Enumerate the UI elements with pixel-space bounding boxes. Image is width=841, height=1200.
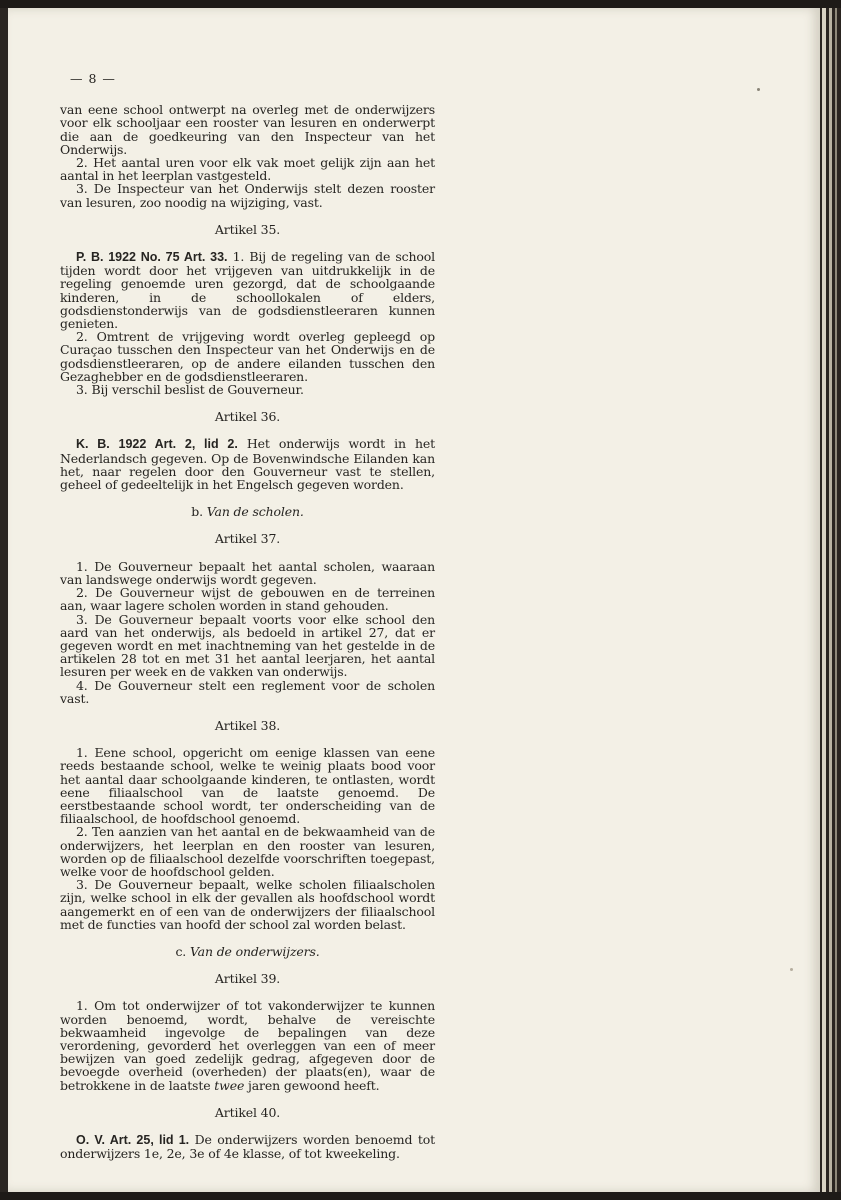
article-35-paragraph-2: 2. Omtrent de vrijgeving wordt overleg gepleegd op Curaçao tusschen den Inspecteur van het Onderwijs en de godsdienstleeraren, op de andere eilanden tusschen den Gezaghebber en de godsdienstleeraren.: [60, 329, 435, 384]
article-35-paragraph-1: [60, 250, 435, 330]
article-37-paragraph-3: 3. De Gouverneur bepaalt voorts voor elke school den aard van het onderwijs, als bedoeld in artikel 27, dat er gegeven wordt en met inachtneming van het gestelde in de artikelen 28 tot en met 31 het aantal leerjaren, het aantal lesuren per week en de vakken van onderwijs.: [60, 611, 435, 680]
page-text: [60, 72, 435, 1160]
article-37-heading: Artikel 37.: [214, 531, 281, 547]
legal-reference: P. B. 1922 No. 75 Art. 33.: [76, 250, 228, 265]
article-35-text-1: 1. Bij de regeling van de school tijden wordt door het vrijgeven van uitdrukkelijk in de regeling genoemde uren gezorgd, dat de schoolgaande kinderen, in de schoollokalen of elders, godsdienstonderwijs van de godsdienstleeraren kunnen genieten.: [60, 249, 435, 332]
article-38-heading: Artikel 38.: [214, 717, 281, 733]
legal-reference: O. V. Art. 25, lid 1.: [76, 1133, 190, 1147]
article-40-paragraph-1: [60, 1133, 435, 1160]
article-39-paragraph-1: [60, 999, 435, 1091]
scan-top-border: [0, 0, 841, 8]
page-stack-edge: [820, 8, 841, 1192]
section-b-heading: [60, 505, 435, 518]
article-37-paragraph-2: 2. De Gouverneur wijst de gebouwen en de terreinen aan, waar lagere scholen worden in stand gehouden.: [60, 585, 435, 614]
article-37-paragraph-1: 1. De Gouverneur bepaalt het aantal scholen, waaraan van landswege onderwijs wordt gegeven.: [60, 558, 435, 587]
section-c-prefix: c.: [175, 943, 190, 959]
article-38-paragraph-2: 2. Ten aanzien van het aantal en de bekwaamheid van de onderwijzers, het leerplan en den rooster van lesuren, worden op de filiaalschool dezelfde voorschriften toegepast, welke voor de hoofdschool gelden.: [60, 824, 435, 879]
article-39-text-b: jaren gewoond heeft.: [244, 1077, 380, 1093]
article-39-text-a: 1. Om tot onderwijzer of tot vakonderwijzer te kunnen worden benoemd, wordt, behalve de vereischte bekwaamheid ingevolge de bepalingen van deze verordening, gevorderd het overleggen van een of meer bewijzen van goed zedelijk gedrag, afgegeven door de bevoegde overheid (overheden) der plaats(en), waar de betrokkene in de laatste: [60, 998, 435, 1093]
speck: [790, 968, 793, 971]
article-40-heading: Artikel 40.: [214, 1104, 281, 1120]
speck: [757, 88, 760, 91]
article-38-paragraph-1: 1. Eene school, opgericht om eenige klassen van eene reeds bestaande school, welke te weinig plaats bood voor het aantal daar schoolgaande kinderen, te ontlasten, wordt eene filiaalschool van de laatste genoemd. De eerstbestaande school wordt, ter onderscheiding van de filiaalschool, de hoofdschool genoemd.: [60, 745, 435, 827]
section-b-title: Van de scholen.: [206, 504, 304, 520]
intro-paragraph-1: van eene school ontwerpt na overleg met de onderwijzers voor elk schooljaar een rooster van lesuren en onderwerpt die aan de goedkeuring van den Inspecteur van het Onderwijs.: [60, 102, 435, 157]
section-c-title: Van de onderwijzers.: [189, 943, 320, 959]
article-38-paragraph-3: 3. De Gouverneur bepaalt, welke scholen filiaalscholen zijn, welke school in elk der gevallen als hoofdschool wordt aangemerkt en of een van de onderwijzers der filiaalschool met de functies van hoofd der school zal worden belast.: [60, 877, 435, 932]
intro-paragraph-3: 3. De Inspecteur van het Onderwijs stelt dezen rooster van lesuren, zoo noodig na wijziging, vast.: [60, 181, 435, 210]
legal-reference: K. B. 1922 Art. 2, lid 2.: [76, 437, 238, 452]
article-35-heading: Artikel 35.: [214, 221, 281, 237]
article-36-text-1: Het onderwijs wordt in het Nederlandsch gegeven. Op de Bovenwindsche Eilanden kan het, naar regelen door den Gouverneur vast te stellen, geheel of gedeeltelijk in het Engelsch gegeven worden.: [60, 436, 435, 493]
article-39-italic: twee: [214, 1077, 245, 1093]
intro-paragraph-2: 2. Het aantal uren voor elk vak moet gelijk zijn aan het aantal in het leerplan vastgesteld.: [60, 155, 435, 184]
article-40-text-1: De onderwijzers worden benoemd tot onderwijzers 1e, 2e, 3e of 4e klasse, of tot kweekeling.: [60, 1132, 435, 1162]
page-number: — 8 —: [70, 71, 116, 86]
article-37-paragraph-4: 4. De Gouverneur stelt een reglement voor de scholen vast.: [60, 677, 435, 706]
article-35-paragraph-3: 3. Bij verschil beslist de Gouverneur.: [76, 382, 304, 398]
article-39-heading: Artikel 39.: [214, 971, 281, 987]
article-36-heading: Artikel 36.: [214, 409, 281, 425]
section-c-heading: [60, 945, 435, 958]
scan-bottom-border: [0, 1192, 841, 1200]
article-36-paragraph-1: [60, 437, 435, 491]
section-b-prefix: b.: [191, 504, 207, 520]
